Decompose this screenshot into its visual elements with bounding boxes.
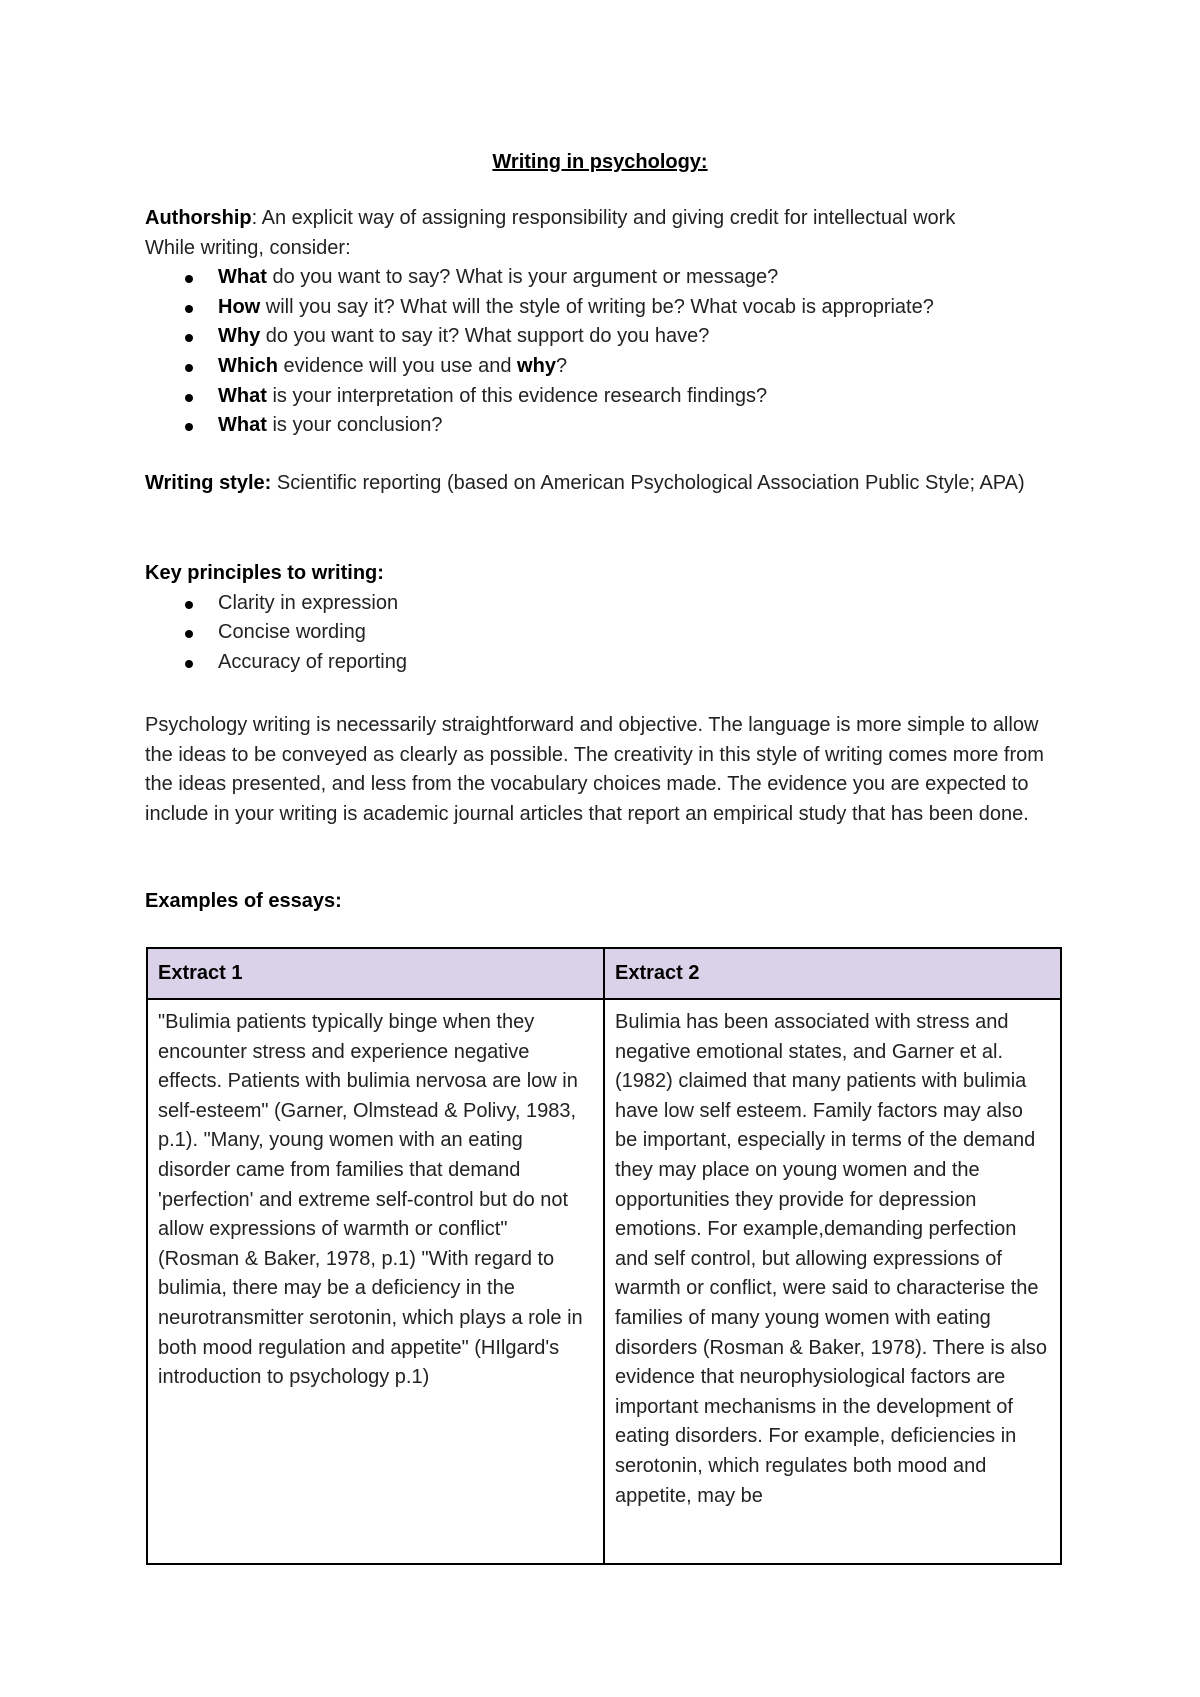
list-item: Concise wording — [145, 618, 1065, 648]
list-item: Clarity in expression — [145, 589, 1065, 619]
authorship-label: Authorship — [145, 207, 252, 229]
extract-2-cell: Bulimia has been associated with stress and negative emotional states, and Garner et al. (1982) claimed that many patients with bulimia have low self esteem. Family factors may also be important, especially in terms of the demand they may place on young women and the opportunities they provide for depression emotions. For example,demanding perfection and self control, but allowing expressions of warmth or conflict, were said to characterise the families of many young women with eating disorders (Rosman & Baker, 1978). There is also evidence that neurophysiological factors are important mechanisms in the development of eating disorders. For example, deficiencies in serotonin, which regulates both mood and appetite, may be — [604, 999, 1061, 1564]
list-item: How will you say it? What will the style of writing be? What vocab is appropriate? — [145, 293, 1065, 323]
extract-1-cell: "Bulimia patients typically binge when they encounter stress and experience negative effects. Patients with bulimia nervosa are low in self-esteem" (Garner, Olmstead & Polivy, 1983, p.1). "Many, young women with an eating disorder came from families that demand 'perfection' and extreme self-control but do not allow expressions of warmth or conflict" (Rosman & Baker, 1978, p.1) "With regard to bulimia, there may be a deficiency in the neurotransmitter serotonin, which plays a role in both mood regulation and appetite" (HIlgard's introduction to psychology p.1) — [147, 999, 604, 1564]
authorship-definition: Authorship: An explicit way of assigning responsibility and giving credit for intellectual work — [145, 207, 956, 229]
list-item: Why do you want to say it? What support do you have? — [145, 322, 1065, 352]
list-item: Which evidence will you use and why? — [145, 352, 1065, 382]
list-item: What is your conclusion? — [145, 411, 1065, 441]
page-title: Writing in psychology: — [492, 151, 708, 173]
body-paragraph: Psychology writing is necessarily straightforward and objective. The language is more simple to allow the ideas to be conveyed as clearly as possible. The creativity in this style of writing comes more from the ideas presented, and less from the vocabulary choices made. The evidence you are expected to include in your writing is academic journal articles that report an empirical study that has been done. — [145, 714, 1044, 825]
examples-heading: Examples of essays: — [145, 890, 342, 912]
key-principles-heading: Key principles to writing: — [145, 562, 384, 584]
consider-list — [145, 263, 1065, 441]
writing-style: Writing style: Scientific reporting (based on American Psychological Association Public Style; APA) — [145, 472, 1025, 494]
list-item: What do you want to say? What is your argument or message? — [145, 263, 1065, 293]
table-header-extract-1: Extract 1 — [147, 948, 604, 999]
list-item: What is your interpretation of this evidence research findings? — [145, 382, 1065, 412]
key-principles — [145, 559, 1065, 677]
list-item: Accuracy of reporting — [145, 648, 1065, 678]
consider-intro: While writing, consider: — [145, 236, 351, 259]
extracts-table — [146, 947, 1062, 1565]
authorship-section — [145, 204, 1065, 441]
table-header-extract-2: Extract 2 — [604, 948, 1061, 999]
table-row — [147, 999, 1061, 1564]
